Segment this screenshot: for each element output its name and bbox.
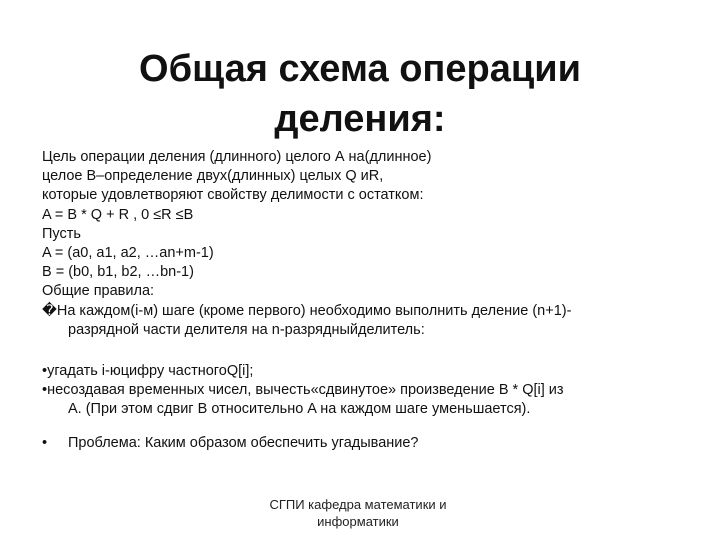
- footer-line-2: информатики: [317, 514, 399, 529]
- slide-title: [0, 44, 720, 144]
- body-line: Цель операции деления (длинного) целого А на(длинное): [42, 149, 432, 165]
- body-line: A = B * Q + R , 0 ≤R ≤B: [42, 206, 194, 223]
- body-line: B = (b0, b1, b2, …bn-1): [42, 264, 194, 281]
- slide-body: [42, 148, 682, 453]
- body-line: A = (a0, a1, a2, …an+m-1): [42, 245, 214, 262]
- slide-footer: [248, 496, 468, 530]
- body-line: Пусть: [42, 225, 81, 242]
- footer-line-1: СГПИ кафедра математики и: [269, 497, 447, 512]
- body-line: Общие правила:: [42, 283, 155, 300]
- body-line: которые удовлетворяют свойству делимости с остатком:: [42, 187, 424, 204]
- rule-line-2: разрядной части делителя на n-разрядныйделитель:: [68, 321, 425, 338]
- bullet-subtract-line-2: A. (При этом сдвиг B относительно A на каждом шаге уменьшается).: [68, 401, 531, 418]
- spacer: [42, 340, 682, 362]
- title-line-1: Общая схема операции: [139, 48, 581, 90]
- bullet-subtract-line-1: •несоздавая временных чисел, вычесть«сдвинутое» произведение B * Q[i] из: [42, 382, 564, 399]
- title-line-2: деления:: [274, 98, 446, 140]
- bullet-guess-digit: •угадать i-юцифру частногоQ[i];: [42, 363, 254, 380]
- problem-text: Проблема: Каким образом обеспечить угадывание?: [68, 434, 419, 451]
- rule-line-1: �На каждом(i-м) шаге (кроме первого) необходимо выполнить деление (n+1)-: [42, 302, 572, 319]
- body-line: целое В–определение двух(длинных) целых Q иR,: [42, 168, 384, 185]
- bullet-icon: •: [42, 434, 48, 451]
- problem-item: [42, 420, 682, 453]
